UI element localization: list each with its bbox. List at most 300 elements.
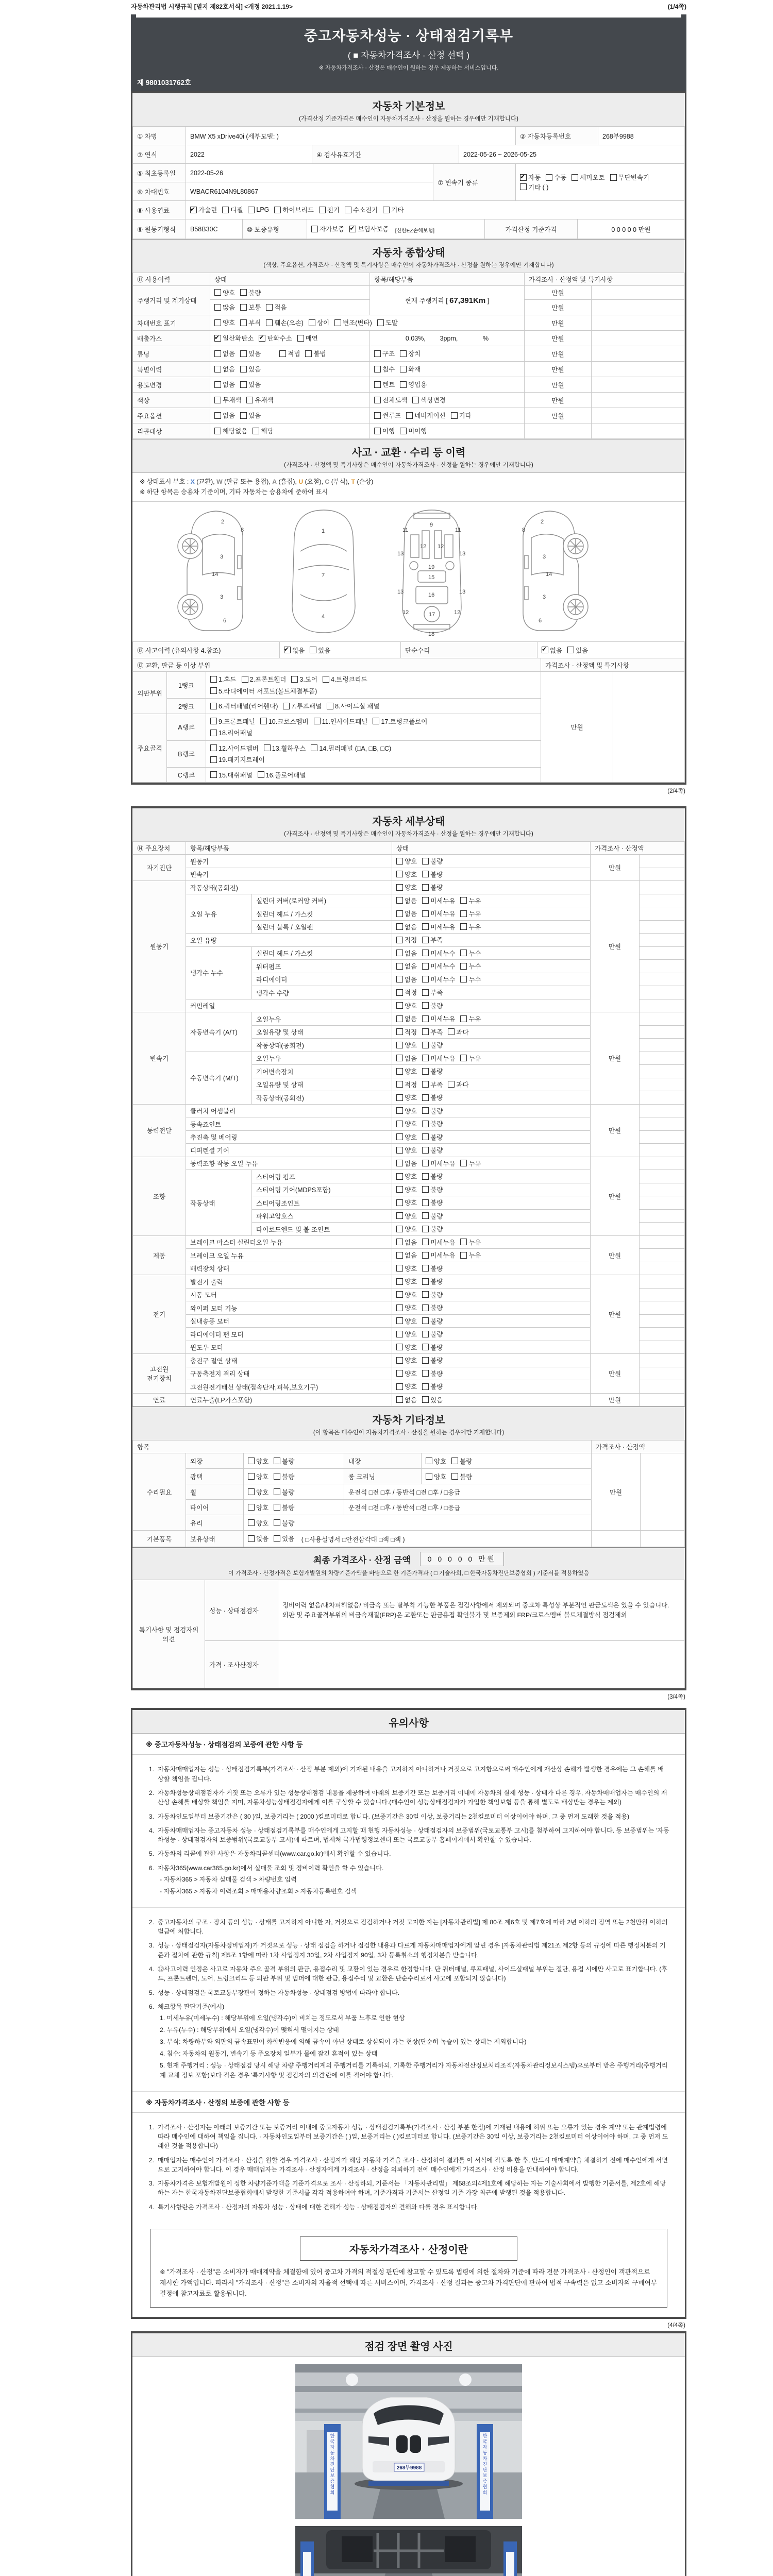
notices-list-1 [132,1755,685,1907]
checkbox-option [422,1080,443,1089]
checkbox-option [283,701,322,710]
checkbox-option [422,1014,455,1023]
checkbox-option [214,395,241,404]
checkbox-icon [400,381,407,388]
checkbox-icon [310,647,316,653]
comprehensive-band [132,239,685,273]
checkbox-label: 양호 [405,1068,417,1076]
checkbox-label: 과다 [456,1081,469,1089]
notices-list-2 [132,1908,685,2092]
item-label: 브레이크 마스터 실린더오일 누유 [186,1235,392,1249]
checkbox-label: 8.사이드실 패널 [335,703,380,710]
damage-legend [132,473,685,502]
item-label: 냉각수 수량 [252,986,392,999]
item-label: 내장 [344,1453,422,1469]
seat-position-text: 운전석 □전 □후 / 동반석 □전 □후 / □응급 [344,1500,592,1515]
checkbox-label: 양호 [405,1357,417,1365]
item-label: 오일누유 [252,1012,392,1026]
checkbox-option [422,1369,443,1378]
accident-subtitle: (가격조사 · 산정액 및 특기사항은 매수인이 자동차가격조사 · 산정을 원하는 경우에만 기재합니다) [284,462,533,468]
accident-band [132,439,685,473]
checkbox-option [214,426,247,435]
checkbox-label: 불량 [430,1186,443,1194]
car-name-value: BMW X5 xDrive40i (세부모델: ) [186,127,516,145]
checkbox-icon [305,350,312,357]
detail-subtitle: (가격조사 · 산정액 및 특기사항은 매수인이 자동차가격조사 · 산정을 원하는 경우에만 기재합니다) [284,831,533,838]
checkbox-option [396,1303,417,1312]
checkbox-label: 17.트렁크플로어 [381,718,428,725]
checkbox-label: 불량 [430,1278,443,1286]
year-value: 2022 [186,145,312,164]
checkbox-icon [422,1265,429,1272]
state-options [392,1144,591,1157]
checkbox-icon [396,1081,403,1088]
notice-text: 자동차매매업자는 중고자동차 성능 · 상태점검기록부를 매수인에게 고지할 때 현행 자동차성능 · 상태점검자의 보증범위(국토교통부 고시)를 첨부하여 고지하여야 합니다. 동 보증범위는 '자동차성능 · 상태점검자의 보증범위'(국토교통부 고시)에 따르며, 법제처 국가법령정보센터 또는 국토교통부 홈페이지에서 확인할 수 있습니다. [158,1826,669,1844]
checkbox-option [396,1395,417,1404]
checkbox-label: 19.패키지트레이 [219,756,265,764]
checkbox-label: 부족 [430,937,443,944]
checkbox-icon [422,989,429,996]
checkbox-option [210,755,265,764]
state-options [392,1012,591,1026]
checkbox-label: 없음 [405,923,417,931]
comprehensive-title: 자동차 종합상태 [372,247,445,259]
checkbox-option [396,1238,417,1247]
svg-text:3: 3 [220,594,224,601]
svg-text:17: 17 [429,612,435,618]
state-options [392,1039,591,1052]
svg-text:19: 19 [428,564,435,571]
checkbox-label: 양호 [256,1519,269,1527]
checkbox-option [422,1027,443,1037]
checkbox-icon [274,1504,280,1511]
state-options [392,999,591,1012]
device-label: 조향 [133,1157,186,1235]
checkbox-icon [210,676,217,683]
note-cell [640,1314,685,1328]
usage-history-label: 차대번호 표기 [133,315,210,331]
final-price-value: 0 0 0 0 0 만원 [420,1552,504,1566]
column-header: 상태 [392,842,591,855]
inspection-label: ④ 검사유효기간 [312,145,459,164]
checkbox-label: 미이행 [408,428,427,435]
checkbox-label: 누유 [468,1015,481,1023]
legend-part: T [351,478,356,485]
state-options [392,1157,591,1170]
checkbox-icon [214,381,221,388]
panel-area-label: 외판부위 [133,672,167,714]
note-cell [592,331,685,346]
checkbox-icon [460,1239,467,1245]
checkbox-label: 양호 [405,1042,417,1049]
legend-part: X [190,478,195,485]
svg-text:4: 4 [322,614,325,620]
checkbox-checked-icon [284,647,291,653]
svg-text:3: 3 [543,554,546,561]
checkbox-option [396,1145,417,1155]
transmission-label: ⑦ 변속기 종류 [433,164,516,201]
checkbox-label: 불량 [430,1331,443,1338]
checkbox-label: 불량 [460,1458,473,1465]
checkbox-icon [311,226,318,232]
checkbox-icon [396,1212,403,1219]
checkbox-option [406,411,445,420]
inspection-photo-front [295,2364,522,2519]
accident-history-label: ⑫ 사고이력 (유의사항 4.참조) [133,642,280,658]
state-options [392,1262,591,1275]
checkbox-option [422,1277,443,1286]
checkbox-label: 없음 [405,1055,417,1062]
checkbox-icon [448,1081,455,1088]
rank-label: C랭크 [167,767,206,783]
checkbox-label: 불량 [430,1265,443,1273]
checkbox-option [210,686,317,696]
checkbox-label: 양호 [405,1304,417,1312]
checkbox-label: 무채색 [223,397,242,404]
note-cell [592,286,685,300]
checkbox-icon [210,744,217,751]
opinion-side-label: 특기사항 및 점검자의 의견 [133,1580,205,1688]
item-label: 발전기 출력 [186,1275,392,1289]
note-cell [640,1249,685,1262]
checkbox-label: 미세누유 [430,1252,456,1260]
note-cell [640,1052,685,1065]
checkbox-option [422,1329,443,1338]
notice-text: 자동차의 리콜에 관한 사항은 자동차리콜센터(www.car.go.kr)에서 확인할 수 있습니다. [158,1850,391,1858]
checkbox-icon [274,207,281,213]
checkbox-icon [400,366,407,372]
note-cell [640,1380,685,1394]
vin-label: ⑥ 차대번호 [133,182,186,201]
checkbox-icon [396,1121,403,1127]
checkbox-option [422,1355,443,1365]
box-notices [131,1708,686,2319]
item-label: 파워고압호스 [252,1209,392,1223]
checkbox-label: 불량 [430,884,443,892]
checkbox-label: 도말 [385,319,398,327]
checkbox-icon [214,366,221,372]
rank-item-line [210,685,536,697]
item-label: 광택 [186,1469,244,1484]
checkbox-option [260,717,309,726]
checkbox-label: 장치 [408,350,421,358]
state-options [392,1065,591,1078]
opinion-appraiser-text [278,1641,685,1688]
note-cell [641,1531,685,1547]
note-cell [640,855,685,868]
checkbox-icon [396,897,403,904]
page-marker-1: (1/4쪽) [667,3,686,10]
notices-title: 유의사항 [389,1718,429,1730]
rank-label: 1랭크 [167,672,206,699]
checkbox-label: 불법 [313,350,326,358]
checkbox-icon [345,207,351,213]
svg-text:2: 2 [221,519,225,526]
checkbox-checked-icon [542,647,548,653]
checkbox-label: 양호 [434,1473,447,1481]
checkbox-label: LPG [256,206,270,214]
price-cell: 만원 [591,1012,640,1105]
checkbox-icon [460,1015,467,1022]
checkbox-label: 없음 [405,950,417,957]
car-name-label: ① 차명 [133,127,186,145]
item-label: 실린더 헤드 / 가스킷 [252,946,392,960]
checkbox-option [297,333,318,343]
checkbox-label: 미세누유 [430,1239,456,1246]
state-options [392,1209,591,1223]
checkbox-label: 양호 [405,1265,417,1273]
checkbox-label: 14.필러패널 (□A, □B, □C) [319,744,392,752]
checkbox-icon [396,858,403,865]
checkbox-option [520,182,548,192]
checkbox-icon [274,1519,280,1526]
state-options [392,1367,591,1380]
checkbox-option [422,1185,443,1194]
checkbox-icon [214,350,221,357]
checkbox-label: 4.트렁크리드 [330,676,367,684]
checkbox-label: 불량 [430,1317,443,1325]
engine-type-value: B58B30C [186,219,243,239]
box-photos [131,2331,686,2576]
checkbox-label: 세미오토 [580,174,605,181]
checkbox-label: 양호 [405,1383,417,1391]
checkbox-label: 없음 [405,976,417,984]
checkbox-icon [422,858,429,865]
photos-band [132,2333,685,2357]
misc-subtitle: (이 항목은 매수인이 자동차가격조사 · 산정을 원하는 경우에만 기재합니다) [313,1430,505,1436]
checkbox-label: 미세누유 [430,897,456,905]
item-label: 윈도우 모터 [186,1341,392,1354]
checkbox-icon [422,1239,429,1245]
checkbox-option [311,224,344,233]
checkbox-icon [314,718,321,724]
checkbox-option [396,935,417,944]
document-subtitle: ( ■ 자동차가격조사 · 산정 선택 ) [347,50,470,60]
damage-code-legend [140,477,678,487]
checkbox-option [396,1185,417,1194]
rank-label: 2랭크 [167,699,206,714]
item-label: 보유상태 [186,1531,244,1547]
checkbox-option [190,205,217,214]
page-marker-2: (2/4쪽) [667,788,685,795]
checkbox-label: 양호 [405,1094,417,1102]
notice-text: 가격조사 · 산정자는 아래의 보증기간 또는 보증거리 이내에 중고자동차 성능 · 상태점검기록부(가격조사 · 산정 부분 한정)에 기재된 내용에 허위 또는 오류가 있는 경우 계약 또는 관계법령에 따라 매수인에 대하여 책임을 집니다. · 자동차인도일부터 보증기간은 ( )일, 보증거리는 ( )킬로미터로 합니다. (보증기간은 30일 이상, 보증거리는 2천킬로미터 이상이어야 하며, 그 중 먼저 도래한 것을 적용합니다) [158,2123,668,2150]
price-cell: 만원 [525,346,592,362]
device-label: 연료 [133,1393,186,1406]
checkbox-label: 자동 [528,174,541,181]
checkbox-label: 3.도어 [299,676,317,684]
checkbox-label: 양호 [405,1344,417,1351]
misc-title: 자동차 기타정보 [372,1415,445,1427]
state-options [392,960,591,973]
price-cell: 만원 [591,1157,640,1235]
checkbox-option [396,1054,417,1063]
checkbox-option [214,380,235,389]
item-label: 외장 [186,1453,244,1469]
item-label: 작동상태(공회전) [252,1091,392,1105]
note-cell [640,1078,685,1091]
checkbox-checked-icon [520,174,527,181]
rank-item-line [210,727,536,739]
checkbox-icon [323,676,329,683]
checkbox-option [240,349,261,358]
checkbox-label: 미세누유 [430,923,456,931]
checkbox-icon [422,1042,429,1048]
notice-text: ⑫사고이력 인정은 사고로 자동차 주요 골격 부위의 판금, 용접수리 및 교환이 있는 경우로 한정합니다. 단 쿼터패널, 루프패널, 사이드실패널 부위는 절단, 용접 시에만 사고로 표기합니다. (후드, 프론트펜더, 도어, 트렁크리드 등 외판 부위 및 범퍼에 대한 판금, 용접수리 및 교환은 단순수리로서 사고에 포함되지 않습니다) [158,1965,668,1982]
checkbox-icon [396,937,403,943]
checkbox-icon [460,897,467,904]
checkbox-label: 양호 [405,1186,417,1194]
odometer-value: 현재 주행거리 [ 67,391Km ] [370,286,525,315]
note-cell [592,315,685,331]
note-cell [640,1104,685,1117]
checkbox-icon [396,1331,403,1337]
checkbox-option [396,1224,417,1233]
rank-item-line [210,673,536,685]
checkbox-icon [260,718,267,724]
checkbox-label: 양호 [405,871,417,878]
item-label: 와이퍼 모터 기능 [186,1301,392,1315]
checkbox-option [377,318,398,327]
checkbox-icon [396,1015,403,1022]
item-label: 기어변속장치 [252,1065,392,1078]
checkbox-option [248,1503,268,1512]
svg-text:12: 12 [402,609,409,616]
notice-item [145,1918,669,1937]
checkbox-icon [214,304,221,311]
checkbox-label: 디젤 [230,207,243,214]
checkbox-option [460,961,481,971]
state-options [392,1301,591,1315]
checkbox-option [345,205,378,214]
checkbox-checked-icon [214,335,221,342]
checkbox-option [396,1343,417,1352]
legend-part: W [216,478,223,485]
checkbox-icon [396,1133,403,1140]
notice-subitem: 5. 현재 주행거리 : 성능 · 상태점검 당시 해당 차량 주행거리계의 주행거리를 기록하되, 기록한 주행거리가 자동차전산정보처리조직(자동차관리정보시스템)으로부터 받은 주행거리(주행거리계 교체 정보 포함)보다 적은 경우 '특기사항 및 점검자의 의견'란에 이를 적어야 합니다. [160,2061,668,2079]
lift-banner-left: 한 국 자 동 차 진 단 보 증 협 회 [330,2433,335,2496]
detail-table [132,841,685,1406]
svg-text:12: 12 [438,544,444,550]
opinion-table [132,1580,685,1688]
checkbox-icon [396,1357,403,1364]
checkbox-icon [396,1068,403,1075]
item-label: 라디에이터 팬 모터 [186,1328,392,1341]
usage-history-label: 특별이력 [133,362,210,377]
checkbox-icon [396,1291,403,1298]
item-label: 추진축 및 베어링 [186,1130,392,1144]
checkbox-option [422,1159,455,1168]
checkbox-label: 양호 [405,1173,417,1181]
notices-list-3 [132,2113,685,2223]
checkbox-label: 양호 [405,858,417,866]
checkbox-option [396,883,417,892]
checkbox-icon [214,397,221,403]
checkbox-label: 불량 [430,1344,443,1351]
checkbox-label: 색상변경 [421,397,446,404]
note-cell [592,377,685,393]
checkbox-label: 전기 [327,207,340,214]
checkbox-label: 적정 [405,937,417,944]
checkbox-option [383,205,404,214]
checkbox-icon [396,963,403,970]
checkbox-label: 불량 [460,1473,473,1481]
checkbox-icon [422,1068,429,1075]
checkbox-icon [422,1081,429,1088]
item-label: 실린더 커버(로커암 커버) [252,894,392,907]
checkbox-icon [373,718,379,724]
checkbox-label: 16.플로어패널 [265,771,306,779]
checkbox-option [274,1518,294,1528]
price-cell [525,423,592,439]
checkbox-icon [422,1396,429,1403]
price-cell: 만원 [525,393,592,408]
checkbox-label: 13.휠하우스 [272,744,306,752]
note-cell [640,1262,685,1275]
checkbox-option [422,896,455,905]
checkbox-option [311,743,391,753]
note-cell [640,986,685,999]
checkbox-icon [248,1504,255,1511]
checkbox-label: 기타 ( ) [528,183,549,191]
notice-item [145,2123,669,2151]
column-header: ⑪ 사용이력 [133,273,210,286]
checkbox-icon [396,989,403,996]
checkbox-option [396,1093,417,1102]
checkbox-icon [422,1199,429,1206]
item-label: 디퍼렌셜 기어 [186,1144,392,1157]
checkbox-option [422,1132,443,1142]
engine-type-label: ⑨ 원동기형식 [133,219,186,239]
price-cell: 만원 [591,1235,640,1275]
checkbox-label: 양호 [405,1226,417,1233]
device-label: 변속기 [133,1012,186,1105]
checkbox-option [460,975,481,984]
checkbox-option [422,1343,443,1352]
sub-item-label: 작동상태 [186,1170,252,1236]
state-options [392,1393,591,1406]
svg-text:8: 8 [241,527,244,534]
checkbox-option [248,1487,268,1497]
checkbox-label: 누수 [468,976,481,984]
svg-text:15: 15 [428,574,435,581]
checkbox-option [266,302,287,312]
column-header: 항목/해당부품 [370,273,525,286]
legend-part: (판금 또는 용접), [222,478,273,485]
checkbox-option [374,364,395,374]
sub-item-label: 수동변속기 (M/T) [186,1052,252,1104]
checkbox-option [248,1518,268,1528]
state-options [392,1288,591,1301]
checkbox-option [214,364,235,374]
panel-area-label: 주요골격 [133,714,167,783]
notice-number: 3. [148,2180,154,2188]
checkbox-label: 불량 [282,1519,295,1527]
state-options [392,1183,591,1196]
state-options [392,907,591,921]
checkbox-label: 매연 [305,335,318,343]
final-price-note: 이 가격조사 · 산정가격은 보험개발원의 차량기준가액을 바탕으로 한 기준가격과 ( □ 기술사회, □ 한국자동차진단보증협회 ) 기준서를 적용하였음 [228,1570,590,1577]
note-cell [640,1157,685,1170]
note-cell [640,1065,685,1078]
note-cell [640,1393,685,1406]
notice-subitem: 3. 부식: 차량하부와 외판의 금속표면이 화학반응에 의해 금속이 아닌 상태로 상실되어 가는 현상(단순히 녹슬어 있는 상태는 제외합니다) [160,2038,527,2046]
checkbox-label: 없음 [405,1396,417,1404]
checkbox-option [422,1224,443,1233]
device-label: 제동 [133,1235,186,1275]
checkbox-option [210,770,253,779]
legend-part: (흠집), [277,478,299,485]
